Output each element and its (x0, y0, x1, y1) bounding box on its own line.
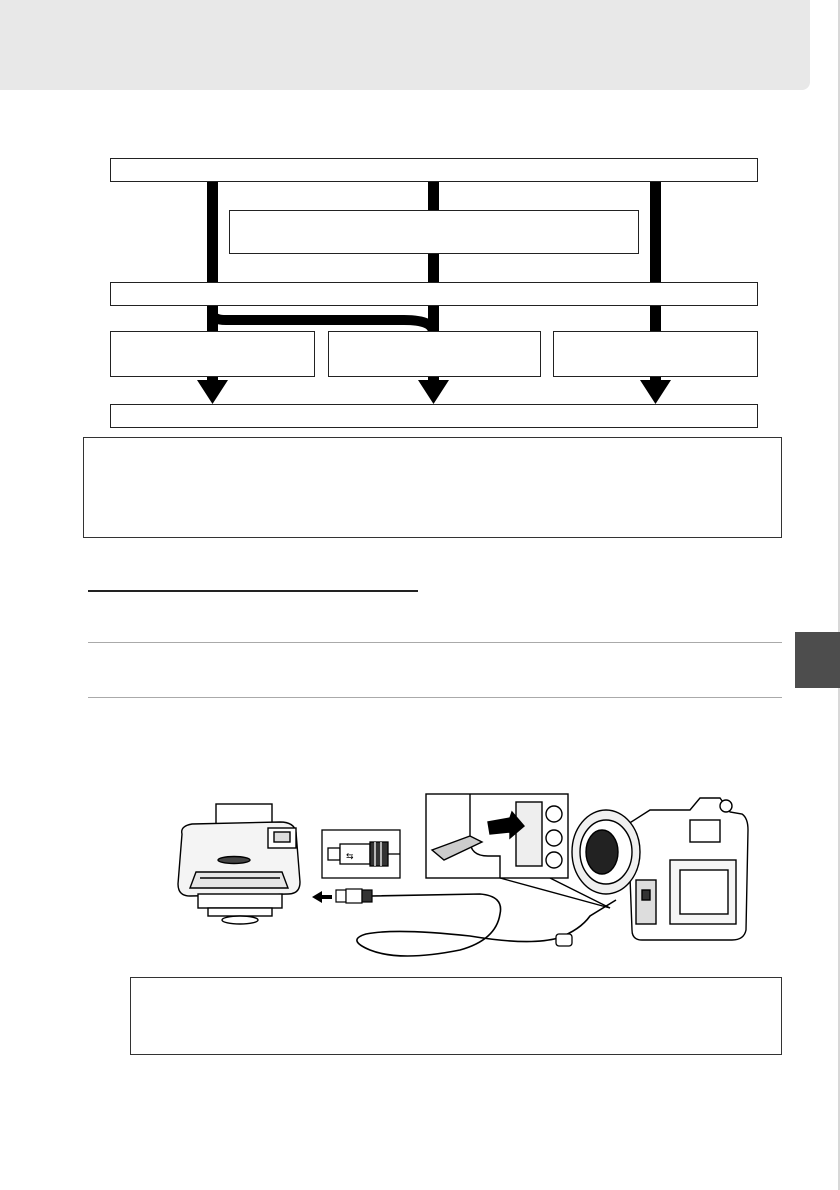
printer-icon (178, 804, 300, 924)
svg-text:⇆: ⇆ (346, 852, 354, 862)
section-heading-rule (88, 590, 418, 592)
flow-option-box-2 (328, 331, 541, 377)
section-heading (88, 568, 418, 588)
arrow-down-icon (640, 380, 671, 404)
flow-middle-bar (110, 282, 758, 306)
flow-option-box-1 (110, 331, 315, 377)
usb-cable-icon (357, 894, 616, 956)
arrow-down-icon (197, 380, 228, 404)
usb-connection-illustration (170, 790, 750, 970)
flow-bottom-bar (110, 404, 758, 428)
flow-option-box-3 (553, 331, 758, 377)
camera-icon (572, 798, 748, 940)
note-box-top (83, 437, 782, 538)
note-box-bottom (130, 977, 782, 1055)
flow-top-bar (110, 158, 758, 182)
flowchart (0, 0, 840, 440)
step-divider (88, 697, 782, 698)
side-tab (795, 632, 840, 688)
arrow-down-icon (418, 380, 449, 404)
step-2 (88, 703, 782, 763)
step-divider (88, 642, 782, 643)
arrow-left-icon (312, 891, 332, 903)
usb-plug-icon (322, 830, 400, 878)
step-1 (88, 648, 782, 692)
illustration (170, 790, 750, 970)
flow-inner-box (229, 210, 639, 254)
